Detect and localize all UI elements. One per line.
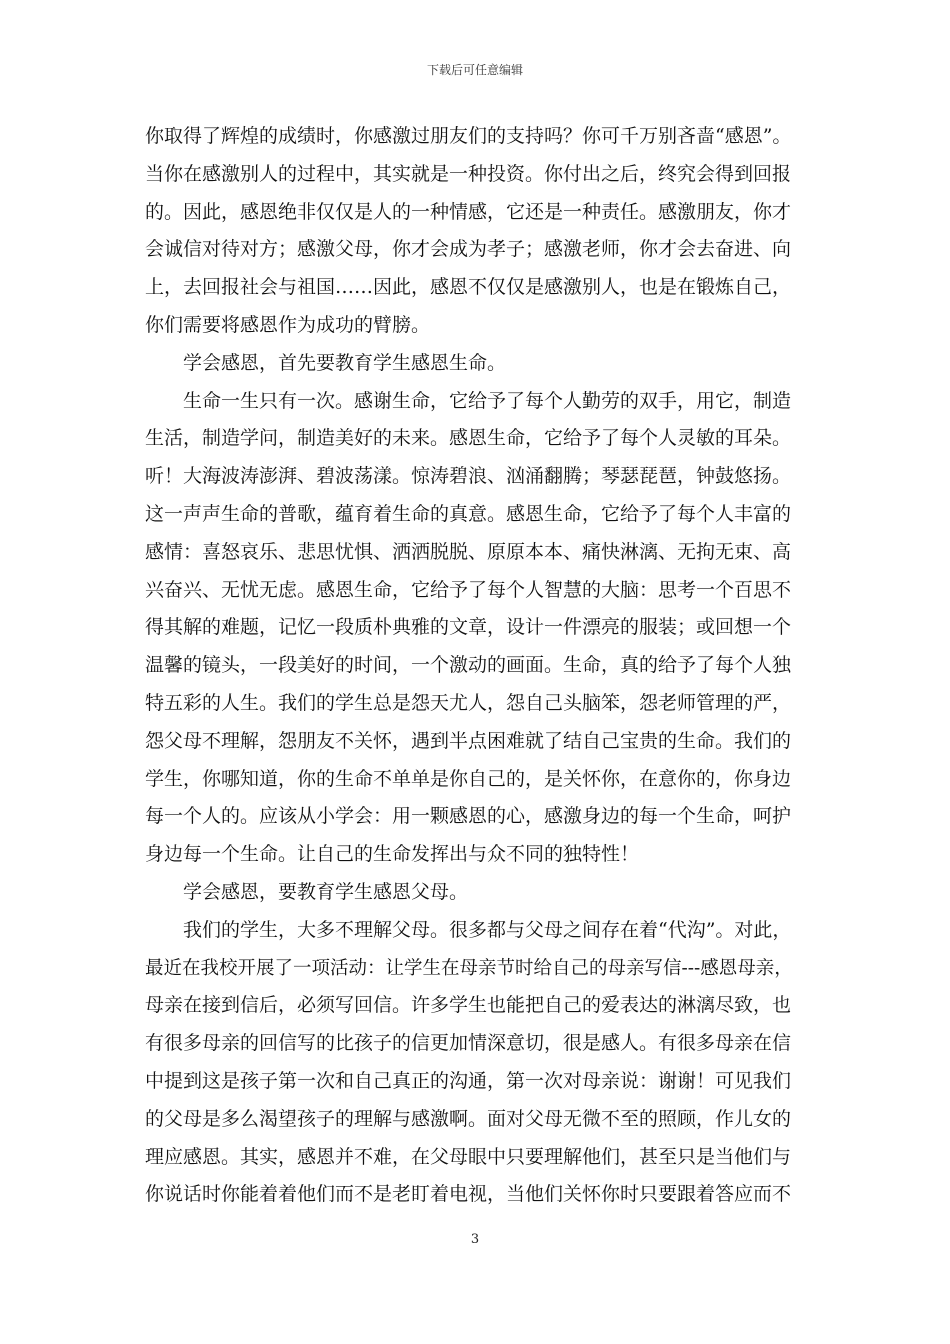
text-line: 兴奋兴、无忧无虑。感恩生命，它给予了每个人智慧的大脑：思考一个百思不	[145, 578, 792, 601]
text-line: 会诚信对待对方；感激父母，你才会成为孝子；感激老师，你才会去奋进、向	[145, 238, 792, 261]
text-line: 感情：喜怒哀乐、悲思忧惧、洒洒脱脱、原原本本、痛快淋漓、无拘无束、高	[145, 540, 792, 563]
text-line: 温馨的镜头，一段美好的时间，一个激动的画面。生命，真的给予了每个人独	[145, 654, 792, 677]
document-body	[145, 118, 809, 1214]
text-line: 的父母是多么渴望孩子的理解与感激啊。面对父母无微不至的照顾，作儿女的	[145, 1107, 792, 1130]
text-line: 中提到这是孩子第一次和自己真正的沟通，第一次对母亲说：谢谢！可见我们	[145, 1069, 792, 1092]
text-line: 的。因此，感恩绝非仅仅是人的一种情感，它还是一种责任。感激朋友，你才	[145, 200, 792, 223]
text-line: 当你在感激别人的过程中，其实就是一种投资。你付出之后，终究会得到回报	[145, 162, 792, 185]
text-line: 怨父母不理解，怨朋友不关怀，遇到半点困难就了结自己宝贵的生命。我们的	[145, 729, 792, 752]
text-line: 上，去回报社会与祖国……因此，感恩不仅仅是感激别人，也是在锻炼自己，	[145, 276, 792, 299]
text-line: 听！大海波涛澎湃、碧波荡漾。惊涛碧浪、汹涌翻腾；琴瑟琵琶，钟鼓悠扬。	[145, 465, 792, 488]
text-line: 理应感恩。其实，感恩并不难，在父母眼中只要理解他们，甚至只是当他们与	[145, 1145, 792, 1168]
page-number: 3	[470, 1232, 480, 1247]
text-line: 这一声声生命的普歌，蕴育着生命的真意。感恩生命，它给予了每个人丰富的	[145, 502, 792, 525]
section-heading: 学会感恩，首先要教育学生感恩生命。	[183, 351, 507, 374]
text-line: 得其解的难题，记忆一段质朴典雅的文章，设计一件漂亮的服装；或回想一个	[145, 616, 792, 639]
text-line: 你说话时你能着着他们而不是老盯着电视，当他们关怀你时只要跟着答应而不	[145, 1183, 792, 1206]
text-line: 有很多母亲的回信写的比孩子的信更加情深意切，很是感人。有很多母亲在信	[145, 1032, 792, 1055]
text-line: 身边每一个生命。让自己的生命发挥出与众不同的独特性！	[145, 843, 640, 866]
text-line: 生活，制造学问，制造美好的未来。感恩生命，它给予了每个人灵敏的耳朵。	[145, 427, 792, 450]
text-line: 我们的学生，大多不理解父母。很多都与父母之间存在着“代沟”。对此，	[183, 918, 792, 941]
text-line: 学生，你哪知道，你的生命不单单是你自己的，是关怀你，在意你的，你身边	[145, 767, 792, 790]
page-header: 下载后可任意编辑	[426, 63, 523, 77]
text-line: 你取得了辉煌的成绩时，你感激过朋友们的支持吗？你可千万别吝啬“感恩”。	[145, 125, 792, 147]
text-line: 生命一生只有一次。感谢生命，它给予了每个人勤劳的双手，用它，制造	[183, 389, 792, 412]
section-heading: 学会感恩，要教育学生感恩父母。	[183, 880, 469, 903]
text-line: 每一个人的。应该从小学会：用一颗感恩的心，感激身边的每一个生命，呵护	[145, 805, 792, 828]
text-line: 最近在我校开展了一项活动：让学生在母亲节时给自己的母亲写信---感恩母亲，	[145, 957, 793, 979]
text-line: 你们需要将感恩作为成功的臂膀。	[145, 313, 431, 336]
text-line: 母亲在接到信后，必须写回信。许多学生也能把自己的爱表达的淋漓尽致，也	[145, 994, 792, 1017]
text-line: 特五彩的人生。我们的学生总是怨天尤人，怨自己头脑笨，怨老师管理的严，	[145, 691, 792, 714]
